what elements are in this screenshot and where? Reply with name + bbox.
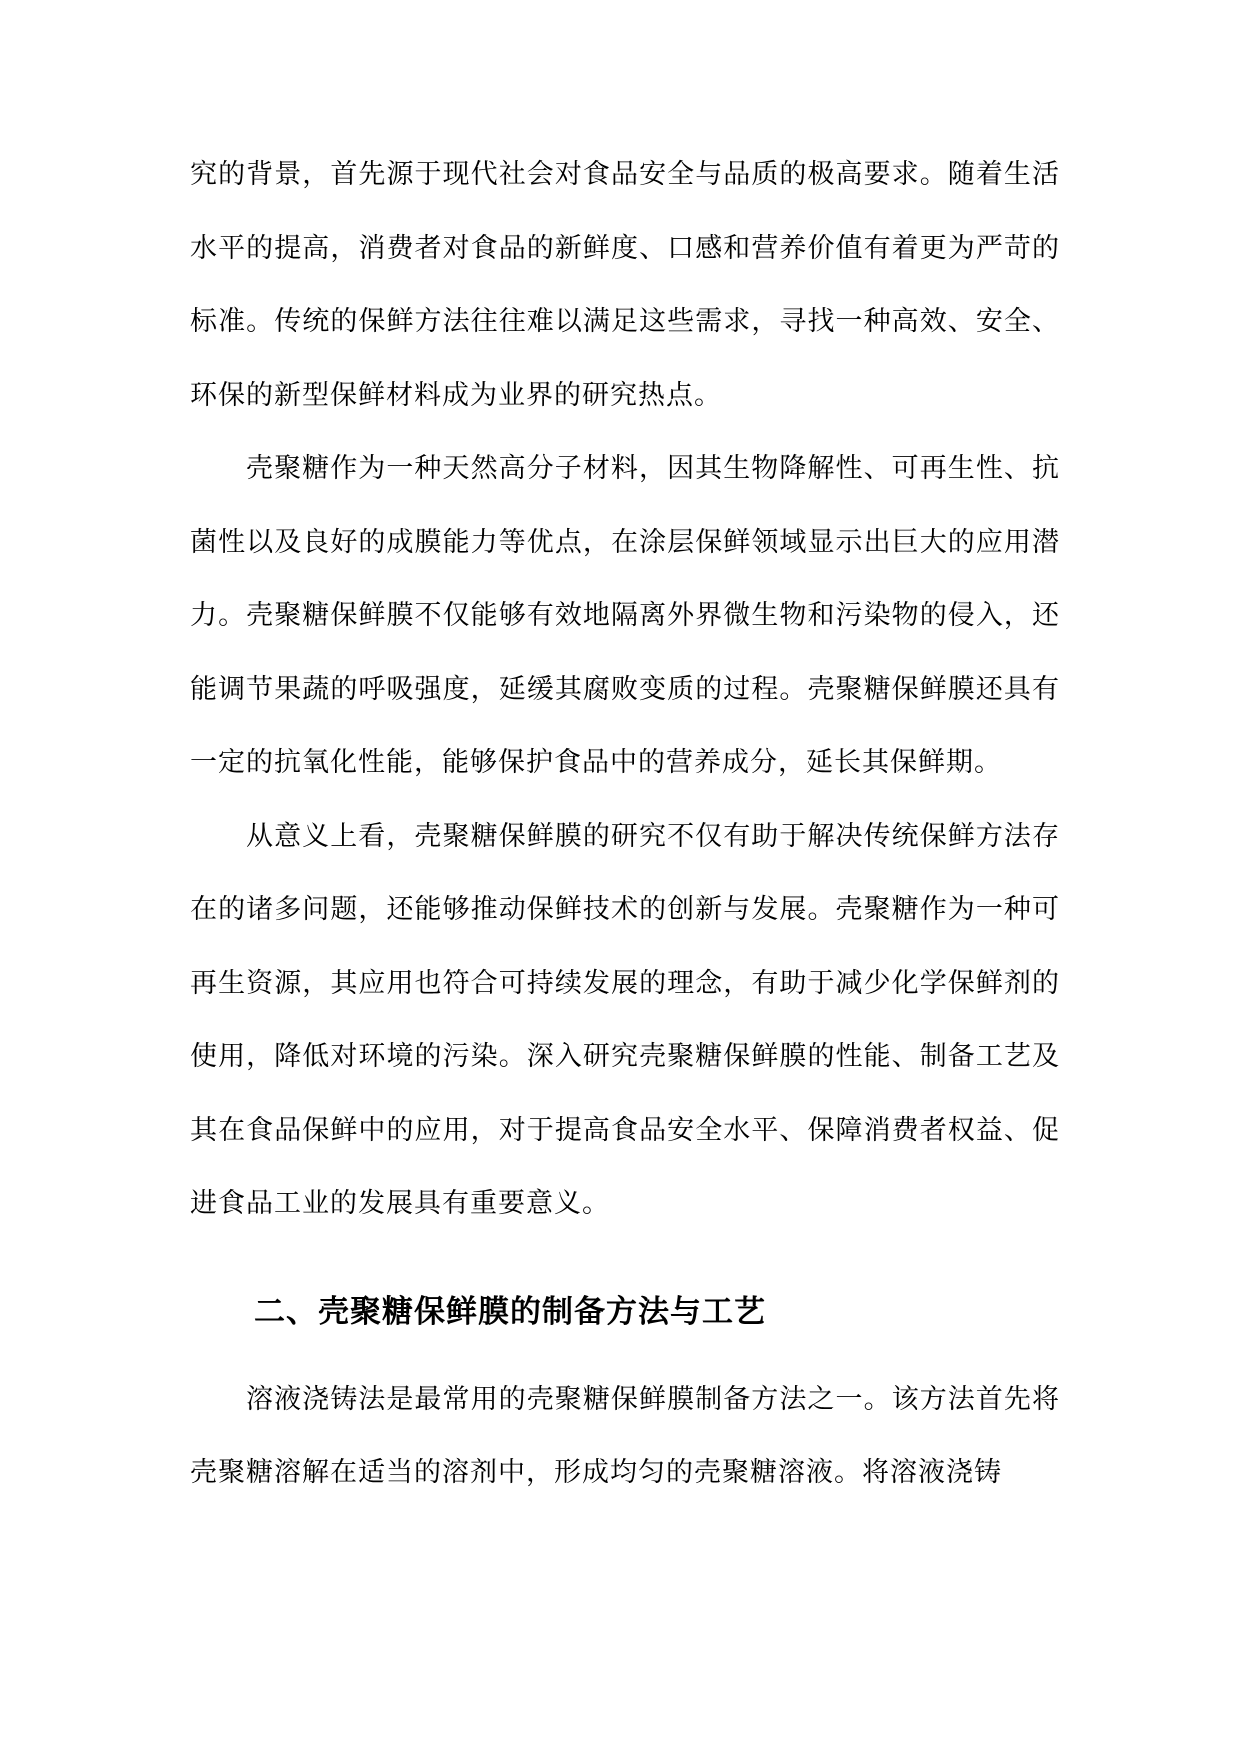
body-paragraph-4: 溶液浇铸法是最常用的壳聚糖保鲜膜制备方法之一。该方法首先将壳聚糖溶解在适当的溶剂中，形成均匀的壳聚糖溶液。将溶液浇铸 — [190, 1383, 1060, 1488]
document-body — [190, 138, 1060, 1510]
section-heading: 二、壳聚糖保鲜膜的制备方法与工艺 — [254, 1293, 766, 1330]
body-paragraph-3: 从意义上看，壳聚糖保鲜膜的研究不仅有助于解决传统保鲜方法存在的诸多问题，还能够推动保鲜技术的创新与发展。壳聚糖作为一种可再生资源，其应用也符合可持续发展的理念，有助于减少化学保鲜剂的使用，降低对环境的污染。深入研究壳聚糖保鲜膜的性能、制备工艺及其在食品保鲜中的应用，对于提高食品安全水平、保障消费者权益、促进食品工业的发展具有重要意义。 — [190, 820, 1060, 1219]
body-paragraph-2: 壳聚糖作为一种天然高分子材料，因其生物降解性、可再生性、抗菌性以及良好的成膜能力等优点，在涂层保鲜领域显示出巨大的应用潜力。壳聚糖保鲜膜不仅能够有效地隔离外界微生物和污染物的侵入，还能调节果蔬的呼吸强度，延缓其腐败变质的过程。壳聚糖保鲜膜还具有一定的抗氧化性能，能够保护食品中的营养成分，延长其保鲜期。 — [190, 453, 1060, 778]
body-paragraph-1: 究的背景，首先源于现代社会对食品安全与品质的极高要求。随着生活水平的提高，消费者对食品的新鲜度、口感和营养价值有着更为严苛的标准。传统的保鲜方法往往难以满足这些需求，寻找一种高效、安全、环保的新型保鲜材料成为业界的研究热点。 — [190, 159, 1060, 411]
